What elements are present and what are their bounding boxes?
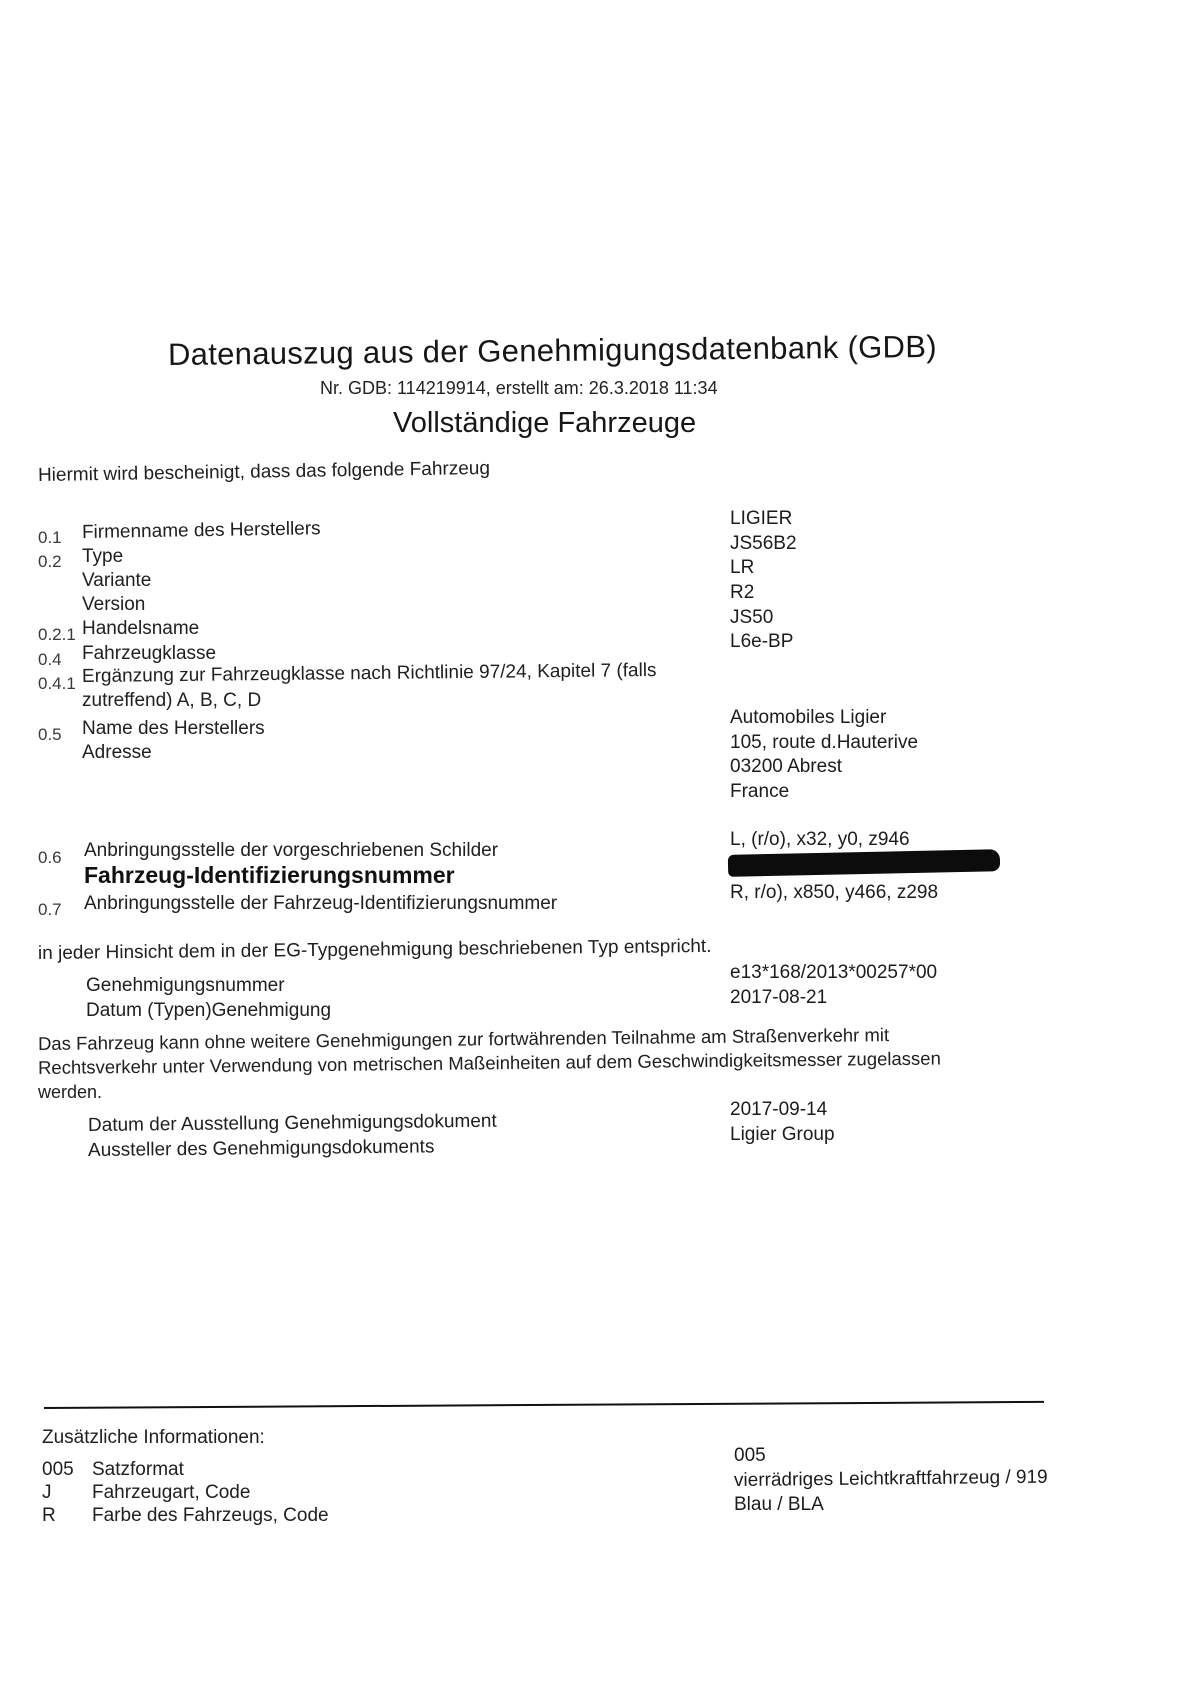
info-label: Fahrzeugart, Code: [92, 1482, 251, 1503]
additional-heading: Zusätzliche Informationen:: [42, 1427, 265, 1448]
field-label: Datum der Ausstellung Genehmigungsdokument: [87, 1110, 497, 1136]
field-number: 0.4: [38, 650, 62, 669]
field-label: Name des Herstellers: [82, 718, 265, 739]
field-value: 105, route d.Hauterive: [730, 732, 919, 753]
conformity-text: in jeder Hinsicht dem in der EG-Typgenehmigung beschriebenen Typ entspricht.: [37, 935, 712, 964]
issue-date: 2017-09-14: [730, 1099, 828, 1120]
field-value: L, (r/o), x32, y0, z946: [730, 829, 910, 850]
field-value: L6e-BP: [730, 631, 794, 652]
info-label: Satzformat: [92, 1459, 184, 1480]
field-label: Aussteller des Genehmigungsdokuments: [87, 1136, 435, 1161]
info-code: 005: [42, 1459, 74, 1480]
info-code: R: [42, 1505, 56, 1526]
approval-number: e13*168/2013*00257*00: [730, 962, 938, 983]
field-label: Ergänzung zur Fahrzeugklasse nach Richtlinie 97/24, Kapitel 7 (falls: [81, 659, 657, 687]
intro-text: Hiermit wird bescheinigt, dass das folgende Fahrzeug: [37, 457, 491, 486]
info-value: 005: [734, 1445, 766, 1466]
statement-line: Das Fahrzeug kann ohne weitere Genehmigungen zur fortwährenden Teilnahme am Straßenverkehr mit: [37, 1024, 890, 1054]
field-number: 0.5: [38, 725, 62, 744]
field-label: Genehmigungsnummer: [86, 975, 285, 996]
field-label: Handelsname: [82, 618, 200, 639]
field-number: 0.2: [38, 552, 62, 571]
field-value: LIGIER: [730, 508, 793, 529]
field-value: Automobiles Ligier: [730, 707, 887, 728]
statement-line: Rechtsverkehr unter Verwendung von metrischen Maßeinheiten auf dem Geschwindigkeitsmesser zugelassen: [37, 1047, 941, 1078]
field-value: JS50: [730, 607, 774, 628]
field-label: Adresse: [82, 742, 152, 763]
field-label: zutreffend) A, B, C, D: [82, 690, 262, 711]
info-value: Blau / BLA: [734, 1494, 824, 1515]
address-line: France: [730, 781, 790, 802]
field-number: 0.2.1: [38, 625, 76, 644]
field-number: 0.6: [38, 848, 62, 867]
field-label: Firmenname des Herstellers: [81, 518, 321, 543]
field-label: Datum (Typen)Genehmigung: [86, 1000, 332, 1021]
issuer: Ligier Group: [730, 1124, 835, 1145]
field-value: LR: [730, 557, 755, 578]
section-heading: Vollständige Fahrzeuge: [393, 407, 697, 439]
field-label: Variante: [82, 570, 152, 591]
field-value: R, r/o), x850, y466, z298: [730, 882, 939, 903]
vin-heading: Fahrzeug-Identifizierungsnummer: [84, 862, 455, 888]
document-title: Datenauszug aus der Genehmigungsdatenbank (GDB): [167, 328, 938, 372]
redaction-mark: [728, 849, 1000, 877]
info-code: J: [42, 1482, 52, 1503]
field-number: 0.1: [38, 528, 62, 547]
field-label: Anbringungsstelle der vorgeschriebenen Schilder: [84, 840, 499, 861]
field-number: 0.4.1: [38, 674, 76, 693]
field-label: Version: [82, 594, 146, 615]
field-value: R2: [730, 582, 755, 603]
info-value: vierrädriges Leichtkraftfahrzeug / 919: [733, 1466, 1048, 1491]
address-line: 03200 Abrest: [730, 756, 842, 777]
document-subtitle: Nr. GDB: 114219914, erstellt am: 26.3.2018 11:34: [320, 378, 718, 398]
statement-line: werden.: [38, 1082, 103, 1102]
field-label: Fahrzeugklasse: [82, 643, 217, 664]
field-number: 0.7: [38, 900, 62, 919]
field-label: Type: [82, 546, 124, 567]
info-label: Farbe des Fahrzeugs, Code: [92, 1505, 329, 1526]
divider: [44, 1401, 1044, 1409]
approval-date: 2017-08-21: [730, 987, 828, 1008]
field-value: JS56B2: [730, 533, 797, 554]
field-label: Anbringungsstelle der Fahrzeug-Identifizierungsnummer: [84, 893, 558, 914]
